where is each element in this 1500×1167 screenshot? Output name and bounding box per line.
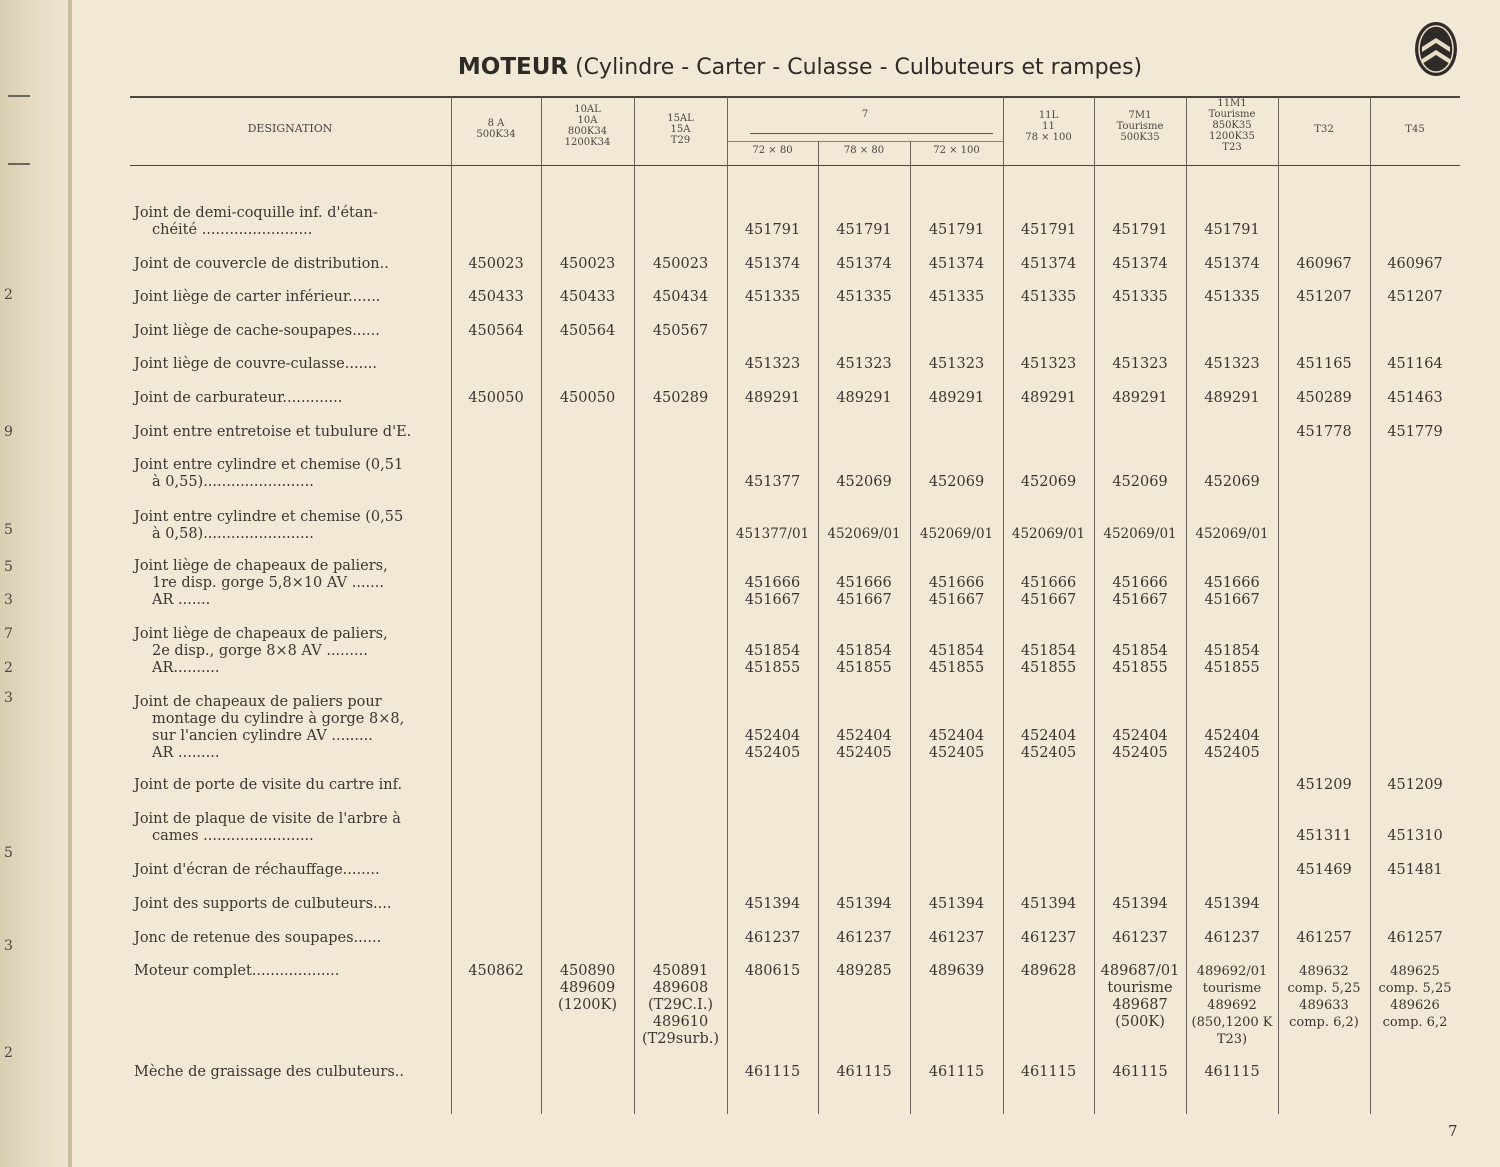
table-cell: 451374 — [1204, 256, 1260, 272]
page-title — [300, 54, 1300, 80]
title-bold: MOTEUR — [457, 54, 569, 80]
page-number: 7 — [1448, 1122, 1458, 1140]
table-cell: 451323 — [928, 356, 985, 372]
table-cell: 451854 451855 — [744, 643, 801, 676]
row-label-line: chéité ........................ — [152, 222, 313, 238]
header-11l: 11L 11 78 × 100 — [1025, 110, 1072, 143]
table-cell: 461237 — [836, 930, 892, 946]
table-cell: 461257 — [1387, 930, 1443, 946]
binding-fold — [68, 0, 72, 1167]
column-rule — [1278, 97, 1279, 1114]
table-cell: 451481 — [1387, 862, 1443, 878]
table-cell: 451394 — [928, 896, 985, 912]
table-cell: 489692/01 tourisme 489692 (850,1200 K T23) — [1191, 964, 1273, 1047]
column-rule — [541, 97, 542, 1114]
table-cell: 451854 451855 — [1112, 643, 1168, 676]
margin-mark: 7 — [4, 626, 13, 642]
row-label-line: Moteur complet................... — [134, 963, 340, 979]
margin-mark: 2 — [4, 287, 13, 303]
column-rule — [1370, 97, 1371, 1114]
table-header-rule — [130, 165, 1460, 166]
header-8a: 8 A 500K34 — [476, 118, 516, 140]
column-rule — [451, 97, 452, 1114]
row-label-line: à 0,55)........................ — [152, 474, 314, 490]
table-cell: 451791 — [928, 222, 985, 238]
table-cell: 489625 comp. 5,25 489626 comp. 6,2 — [1378, 964, 1452, 1030]
row-label-line: Mèche de graissage des culbuteurs.. — [134, 1064, 405, 1080]
row-label-line: Joint liège de carter inférieur....... — [134, 289, 381, 305]
table-cell: 451374 — [836, 256, 892, 272]
row-label-line: Joint entre cylindre et chemise (0,55 — [134, 509, 404, 525]
header-7-72x80: 72 × 80 — [752, 145, 793, 156]
row-label-line: 1re disp. gorge 5,8×10 AV ....... — [152, 575, 384, 591]
row-label — [134, 356, 448, 373]
chevron-logo-icon — [1413, 20, 1459, 78]
header-11m1: 11M1 Tourisme 850K35 1200K35 T23 — [1208, 98, 1256, 153]
table-cell: 451335 — [744, 289, 801, 305]
row-label-line: Jonc de retenue des soupapes...... — [134, 930, 382, 946]
table-cell: 450023 — [652, 256, 709, 272]
header-7m1: 7M1 Tourisme 500K35 — [1116, 110, 1164, 143]
table-cell: 450433 — [559, 289, 616, 305]
margin-mark: 5 — [4, 559, 13, 575]
table-cell: 450434 — [652, 289, 709, 305]
table-cell: 489291 — [1020, 390, 1077, 406]
table-cell: 451854 451855 — [1020, 643, 1077, 676]
table-cell: 450050 — [559, 390, 616, 406]
table-cell: 451394 — [744, 896, 801, 912]
table-cell: 450023 — [559, 256, 616, 272]
table-cell: 460967 — [1387, 256, 1443, 272]
table-cell: 451666 451667 — [1020, 575, 1077, 608]
header-10a: 10AL 10A 800K34 1200K34 — [564, 104, 611, 148]
row-label-line: Joint de chapeaux de paliers pour — [134, 694, 382, 710]
row-label-line: Joint de plaque de visite de l'arbre à — [134, 811, 401, 827]
margin-mark: 9 — [4, 424, 13, 440]
margin-mark: 3 — [4, 690, 13, 706]
table-cell: 451666 451667 — [928, 575, 985, 608]
table-cell: 452069/01 — [827, 526, 901, 542]
margin-mark: 2 — [4, 1045, 13, 1061]
margin-rule — [8, 95, 30, 97]
table-cell: 451335 — [836, 289, 892, 305]
table-cell: 451335 — [1204, 289, 1260, 305]
margin-mark: 5 — [4, 845, 13, 861]
table-cell: 451335 — [1020, 289, 1077, 305]
column-rule — [634, 97, 635, 1114]
table-cell: 461237 — [1112, 930, 1168, 946]
row-label — [134, 862, 448, 879]
table-cell: 461115 — [1204, 1064, 1260, 1080]
row-label — [134, 509, 448, 543]
row-label-line: Joint des supports de culbuteurs.... — [134, 896, 392, 912]
row-label-line: Joint liège de chapeaux de paliers, — [134, 626, 388, 642]
table-cell: 452069 — [1204, 474, 1260, 490]
row-label-line: 2e disp., gorge 8×8 AV ......... — [152, 643, 368, 659]
row-label-line: AR ......... — [152, 745, 220, 761]
row-label-line: Joint de porte de visite du cartre inf. — [134, 777, 403, 793]
table-cell: 461115 — [928, 1064, 985, 1080]
row-label — [134, 390, 448, 407]
table-cell: 450289 — [1296, 390, 1352, 406]
title-rest: (Cylindre - Carter - Culasse - Culbuteurs et rampes) — [568, 55, 1143, 80]
table-cell: 451791 — [744, 222, 801, 238]
table-cell: 451374 — [744, 256, 801, 272]
table-cell: 461237 — [1204, 930, 1260, 946]
row-label — [134, 424, 448, 441]
table-cell: 451791 — [836, 222, 892, 238]
table-cell: 451791 — [1020, 222, 1077, 238]
row-label — [134, 777, 448, 794]
table-cell: 452404 452405 — [836, 728, 892, 761]
table-cell: 480615 — [744, 963, 801, 979]
row-label — [134, 205, 448, 239]
table-cell: 452404 452405 — [928, 728, 985, 761]
table-cell: 451323 — [836, 356, 892, 372]
table-cell: 489632 comp. 5,25 489633 comp. 6,2) — [1287, 964, 1361, 1030]
table-cell: 450890 489609 (1200K) — [557, 963, 618, 1013]
table-cell: 460967 — [1296, 256, 1352, 272]
row-label-line: Joint de carburateur............. — [134, 390, 343, 406]
table-cell: 461257 — [1296, 930, 1352, 946]
row-label-line: Joint liège de chapeaux de paliers, — [134, 558, 388, 574]
row-label — [134, 323, 448, 340]
table-cell: 451207 — [1296, 289, 1352, 305]
table-cell: 451463 — [1387, 390, 1443, 406]
table-cell: 451666 451667 — [1204, 575, 1260, 608]
table-cell: 451394 — [1020, 896, 1077, 912]
table-cell: 489291 — [1112, 390, 1168, 406]
table-cell: 452069 — [836, 474, 892, 490]
margin-mark: 3 — [4, 592, 13, 608]
table-cell: 451323 — [1020, 356, 1077, 372]
table-cell: 451209 — [1387, 777, 1443, 793]
table-cell: 451666 451667 — [836, 575, 892, 608]
table-cell: 451310 — [1387, 828, 1443, 844]
table-cell: 451666 451667 — [1112, 575, 1168, 608]
table-cell: 450433 — [468, 289, 524, 305]
row-label — [134, 694, 448, 762]
table-cell: 450891 489608 (T29C.I.) 489610 (T29surb.) — [641, 963, 720, 1047]
table-cell: 451778 — [1296, 424, 1352, 440]
table-cell: 461237 — [928, 930, 985, 946]
row-label-line: Joint liège de cache-soupapes...... — [134, 323, 380, 339]
table-cell: 450050 — [468, 390, 524, 406]
table-cell: 450289 — [652, 390, 709, 406]
table-cell: 450564 — [468, 323, 524, 339]
table-cell: 451335 — [928, 289, 985, 305]
table-cell: 450567 — [652, 323, 709, 339]
table-cell: 452404 452405 — [1020, 728, 1077, 761]
row-label-line: AR ....... — [152, 592, 211, 608]
table-cell: 452069/01 — [1103, 526, 1177, 542]
header-t45: T45 — [1405, 124, 1425, 135]
table-cell: 450023 — [468, 256, 524, 272]
row-label-line: Joint de couvercle de distribution.. — [134, 256, 389, 272]
table-cell: 452069 — [1020, 474, 1077, 490]
row-label-line: montage du cylindre à gorge 8×8, — [152, 711, 405, 727]
row-label — [134, 626, 448, 677]
table-cell: 451164 — [1387, 356, 1443, 372]
table-cell: 461237 — [1020, 930, 1077, 946]
table-cell: 451323 — [744, 356, 801, 372]
margin-rule — [8, 163, 30, 165]
table-cell: 451394 — [836, 896, 892, 912]
table-cell: 489687/01 tourisme 489687 (500K) — [1100, 963, 1180, 1030]
table-cell: 452069/01 — [919, 526, 994, 542]
table-cell: 451374 — [928, 256, 985, 272]
table-cell: 452069/01 — [1195, 526, 1269, 542]
table-cell: 451469 — [1296, 862, 1352, 878]
row-label-line: à 0,58)........................ — [152, 526, 314, 542]
table-cell: 452069/01 — [1011, 526, 1086, 542]
row-label-line: sur l'ancien cylindre AV ......... — [152, 728, 373, 744]
header-group-7: 7 — [861, 109, 869, 120]
table-cell: 451377 — [744, 474, 801, 490]
table-cell: 451323 — [1112, 356, 1168, 372]
row-label — [134, 256, 448, 273]
header-15a: 15AL 15A T29 — [667, 113, 694, 146]
table-cell: 452069 — [928, 474, 985, 490]
table-cell: 451854 451855 — [836, 643, 892, 676]
table-cell: 451779 — [1387, 424, 1443, 440]
margin-mark: 5 — [4, 522, 13, 538]
header-t32: T32 — [1314, 124, 1334, 135]
group7-sub-rule — [727, 141, 1003, 142]
table-cell: 451791 — [1204, 222, 1260, 238]
table-cell: 489628 — [1020, 963, 1077, 979]
header-7-78x80: 78 × 80 — [843, 145, 885, 156]
table-cell: 452404 452405 — [1112, 728, 1168, 761]
table-cell: 489291 — [744, 390, 801, 406]
table-cell: 451394 — [1112, 896, 1168, 912]
header-designation: DESIGNATION — [247, 122, 333, 135]
row-label — [134, 930, 448, 947]
table-cell: 451791 — [1112, 222, 1168, 238]
row-label — [134, 1064, 448, 1081]
table-cell: 461115 — [1020, 1064, 1077, 1080]
table-cell: 451323 — [1204, 356, 1260, 372]
margin-mark: 2 — [4, 660, 13, 676]
table-cell: 461115 — [836, 1064, 892, 1080]
table-cell: 450564 — [559, 323, 616, 339]
table-cell: 451335 — [1112, 289, 1168, 305]
table-cell: 489291 — [836, 390, 892, 406]
group7-brace — [750, 133, 993, 134]
row-label — [134, 896, 448, 913]
row-label — [134, 289, 448, 306]
margin-mark: 3 — [4, 938, 13, 954]
row-label — [134, 558, 448, 609]
table-cell: 452069 — [1112, 474, 1168, 490]
row-label-line: AR.......... — [152, 660, 220, 676]
row-label-line: Joint entre cylindre et chemise (0,51 — [134, 457, 404, 473]
table-cell: 451209 — [1296, 777, 1352, 793]
table-cell: 489291 — [1204, 390, 1260, 406]
table-cell: 461115 — [744, 1064, 801, 1080]
table-cell: 451377/01 — [735, 526, 810, 542]
row-label-line: Joint entre entretoise et tubulure d'E. — [134, 424, 412, 440]
table-cell: 461115 — [1112, 1064, 1168, 1080]
table-cell: 451394 — [1204, 896, 1260, 912]
table-cell: 489285 — [836, 963, 892, 979]
table-cell: 461237 — [744, 930, 801, 946]
row-label-line: Joint de demi-coquille inf. d'étan- — [134, 205, 378, 221]
table-cell: 452404 452405 — [1204, 728, 1260, 761]
table-cell: 451374 — [1112, 256, 1168, 272]
table-cell: 451666 451667 — [744, 575, 801, 608]
table-cell: 452404 452405 — [744, 728, 801, 761]
table-cell: 451854 451855 — [1204, 643, 1260, 676]
row-label — [134, 457, 448, 491]
table-cell: 451374 — [1020, 256, 1077, 272]
row-label-line: cames ........................ — [152, 828, 314, 844]
table-cell: 489639 — [928, 963, 985, 979]
row-label-line: Joint d'écran de réchauffage........ — [134, 862, 380, 878]
table-cell: 489291 — [928, 390, 985, 406]
table-cell: 451207 — [1387, 289, 1443, 305]
header-7-72x100: 72 × 100 — [933, 145, 980, 156]
table-cell: 450862 — [468, 963, 524, 979]
page-binding — [0, 0, 70, 1167]
row-label — [134, 811, 448, 845]
table-cell: 451311 — [1296, 828, 1352, 844]
table-cell: 451165 — [1296, 356, 1352, 372]
row-label — [134, 963, 448, 980]
row-label-line: Joint liège de couvre-culasse....... — [134, 356, 378, 372]
table-cell: 451854 451855 — [928, 643, 985, 676]
